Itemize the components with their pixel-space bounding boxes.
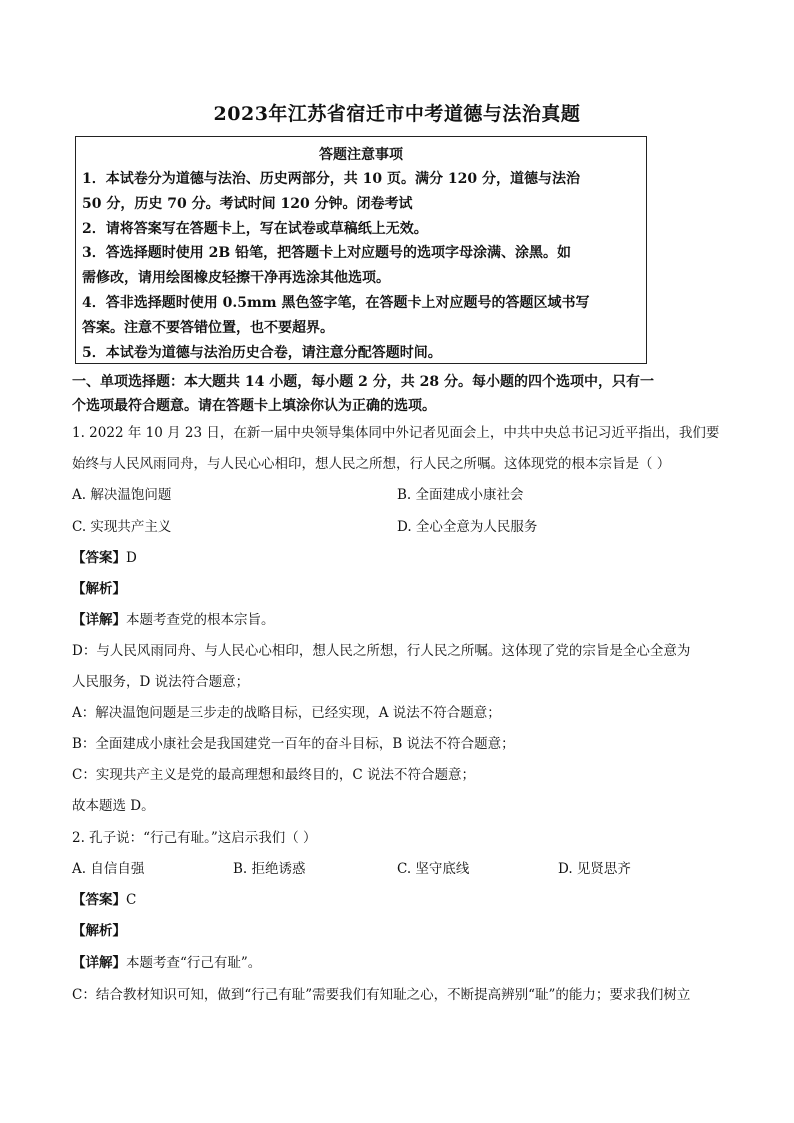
q1-explain-line: 人民服务，D 说法符合题意； xyxy=(72,674,250,690)
page-title: 2023年江苏省宿迁市中考道德与法治真题 xyxy=(213,103,581,125)
answer-value: C xyxy=(126,892,137,908)
section-heading xyxy=(72,370,732,418)
notice-line: 1．本试卷分为道德与法治、历史两部分，共 10 页。满分 120 分，道德与法治 xyxy=(82,171,580,187)
section-line: 一、单项选择题：本大题共 14 小题，每小题 2 分，共 28 分。每小题的四个选项中，只有一 xyxy=(72,374,654,390)
q1-stem-line: 始终与人民风雨同舟，与人民心心相印，想人民之所想，行人民之所嘱。这体现党的根本宗旨是（ ） xyxy=(72,456,671,472)
detail-tag: 【详解】 xyxy=(72,955,126,971)
q1-option-c: C. 实现共产主义 xyxy=(72,519,172,535)
answer-tag: 【答案】 xyxy=(72,892,126,908)
detail-tag: 【详解】 xyxy=(72,612,126,628)
q1-detail xyxy=(72,609,732,631)
q1-option-d: D. 全心全意为人民服务 xyxy=(397,519,538,535)
notice-line: 需修改，请用绘图橡皮轻擦干净再选涂其他选项。 xyxy=(82,270,390,287)
answer-tag: 【答案】 xyxy=(72,550,126,566)
q2-option-b: B. 拒绝诱惑 xyxy=(233,861,306,877)
q2-detail xyxy=(72,952,732,974)
analysis-tag: 【解析】 xyxy=(72,581,126,597)
q1-explain-line: C：实现共产主义是党的最高理想和最终目的，C 说法不符合题意； xyxy=(72,767,475,783)
notice-line: 3．答选择题时使用 2B 铅笔，把答题卡上对应题号的选项字母涂满、涂黑。如 xyxy=(82,245,572,262)
notice-line: 50 分，历史 70 分。考试时间 120 分钟。闭卷考试 xyxy=(82,195,413,212)
q1-explain-line: B：全面建成小康社会是我国建党一百年的奋斗目标，B 说法不符合题意； xyxy=(72,736,515,752)
detail-text: 本题考查“行己有耻”。 xyxy=(126,955,262,971)
q1-option-a: A. 解决温饱问题 xyxy=(72,487,172,503)
notice-line: 2．请将答案写在答题卡上，写在试卷或草稿纸上无效。 xyxy=(82,220,428,237)
q1-stem-line: 1. 2022 年 10 月 23 日，在新一届中央领导集体同中外记者见面会上，中共中央总书记习近平指出，我们要 xyxy=(72,425,720,441)
analysis-tag: 【解析】 xyxy=(72,923,126,939)
q2-option-a: A. 自信自强 xyxy=(72,861,145,877)
q1-explain-line: D：与人民风雨同舟、与人民心心相印，想人民之所想，行人民之所嘱。这体现了党的宗旨是全心全意为 xyxy=(72,643,691,659)
notice-line: 5．本试卷为道德与法治历史合卷，请注意分配答题时间。 xyxy=(82,344,442,361)
exam-notice-box xyxy=(75,136,647,364)
q2-stem-line: 2. 孔子说：“行己有耻。”这启示我们（ ） xyxy=(72,830,317,846)
notice-heading: 答题注意事项 xyxy=(319,147,403,163)
q1-option-b: B. 全面建成小康社会 xyxy=(397,487,524,503)
q1-analysis-tag xyxy=(72,578,732,600)
q2-option-d: D. 见贤思齐 xyxy=(558,861,631,877)
answer-value: D xyxy=(126,550,137,566)
q2-explain-line: C：结合教材知识可知，做到“行己有耻”需要我们有知耻之心，不断提高辨别“耻”的能力；要求我们树立 xyxy=(72,987,691,1003)
notice-line: 答案。注意不要答错位置，也不要超界。 xyxy=(82,319,334,336)
q2-answer xyxy=(72,889,732,911)
q1-answer xyxy=(72,547,732,569)
detail-text: 本题考查党的根本宗旨。 xyxy=(126,612,275,628)
section-line: 个选项最符合题意。请在答题卡上填涂你认为正确的选项。 xyxy=(72,398,436,414)
q1-explain-line: 故本题选 D。 xyxy=(72,798,155,814)
q2-analysis-tag xyxy=(72,920,732,942)
notice-line: 4．答非选择题时使用 0.5mm 黑色签字笔，在答题卡上对应题号的答题区域书写 xyxy=(82,294,590,311)
q2-option-c: C. 坚守底线 xyxy=(397,861,470,877)
q1-explain-line: A：解决温饱问题是三步走的战略目标，已经实现，A 说法不符合题意； xyxy=(72,705,501,721)
